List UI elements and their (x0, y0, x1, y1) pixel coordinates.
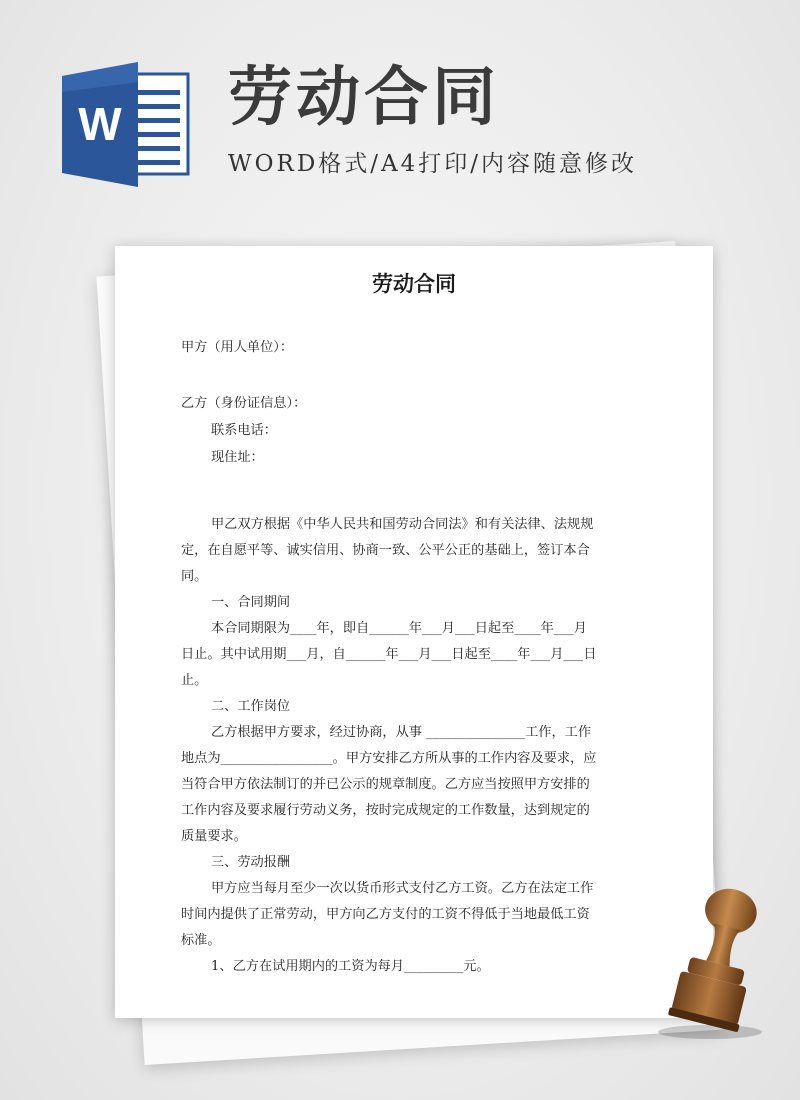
section-title: 一、合同期间 (211, 595, 291, 610)
document-page (115, 246, 713, 1018)
word-logo-letter: W (78, 98, 122, 150)
section-line: 乙方根据甲方要求，经过协商，从事 _______________工作，工作 (211, 725, 592, 740)
party-a-label: 甲方（用人单位）： (181, 340, 294, 355)
section-line: 质量要求。 (181, 829, 247, 844)
hero-title: 劳动合同 (228, 61, 500, 135)
section-line: 日止。其中试用期___月，自______年___月___日起至____年___月___日 (181, 647, 597, 662)
section-line: 当符合甲方依法制订的并已公示的规章制度。乙方应当按照甲方安排的 (181, 777, 590, 792)
preamble-line: 定，在自愿平等、诚实信用、协商一致、公平公正的基础上，签订本合 (181, 543, 590, 558)
section-line: 工作内容及要求履行劳动义务，按时完成规定的工作数量，达到规定的 (181, 803, 590, 818)
preamble-line: 甲乙双方根据《中华人民共和国劳动合同法》和有关法律、法规规 (211, 517, 594, 532)
document-body (181, 334, 643, 980)
preamble-line: 同。 (181, 569, 208, 584)
party-b-label: 乙方（身份证信息）： (181, 396, 307, 411)
section-line: 标准。 (181, 933, 221, 948)
address-label: 现住址： (211, 450, 264, 465)
section-title: 三、劳动报酬 (211, 855, 291, 870)
section-line: 本合同期限为____年，即自______年___月___日起至____年___月 (211, 621, 587, 636)
section-line: 止。 (181, 673, 208, 688)
section-line: 甲方应当每月至少一次以货币形式支付乙方工资。乙方在法定工作 (211, 881, 594, 896)
section-line: 时间内提供了正常劳动，甲方向乙方支付的工资不得低于当地最低工资 (181, 907, 590, 922)
section-title: 二、工作岗位 (211, 699, 291, 714)
section-line: 地点为_________________。甲方安排乙方所从事的工作内容及要求，应 (181, 751, 597, 766)
phone-label: 联系电话： (211, 423, 277, 438)
word-logo-icon (62, 62, 192, 187)
wooden-stamp-icon (652, 882, 770, 1042)
hero-subtitle: WORD格式/A4打印/内容随意修改 (228, 151, 637, 177)
clause-line: 1、乙方在试用期内的工资为每月_________元。 (211, 959, 490, 974)
document-title: 劳动合同 (372, 271, 456, 296)
